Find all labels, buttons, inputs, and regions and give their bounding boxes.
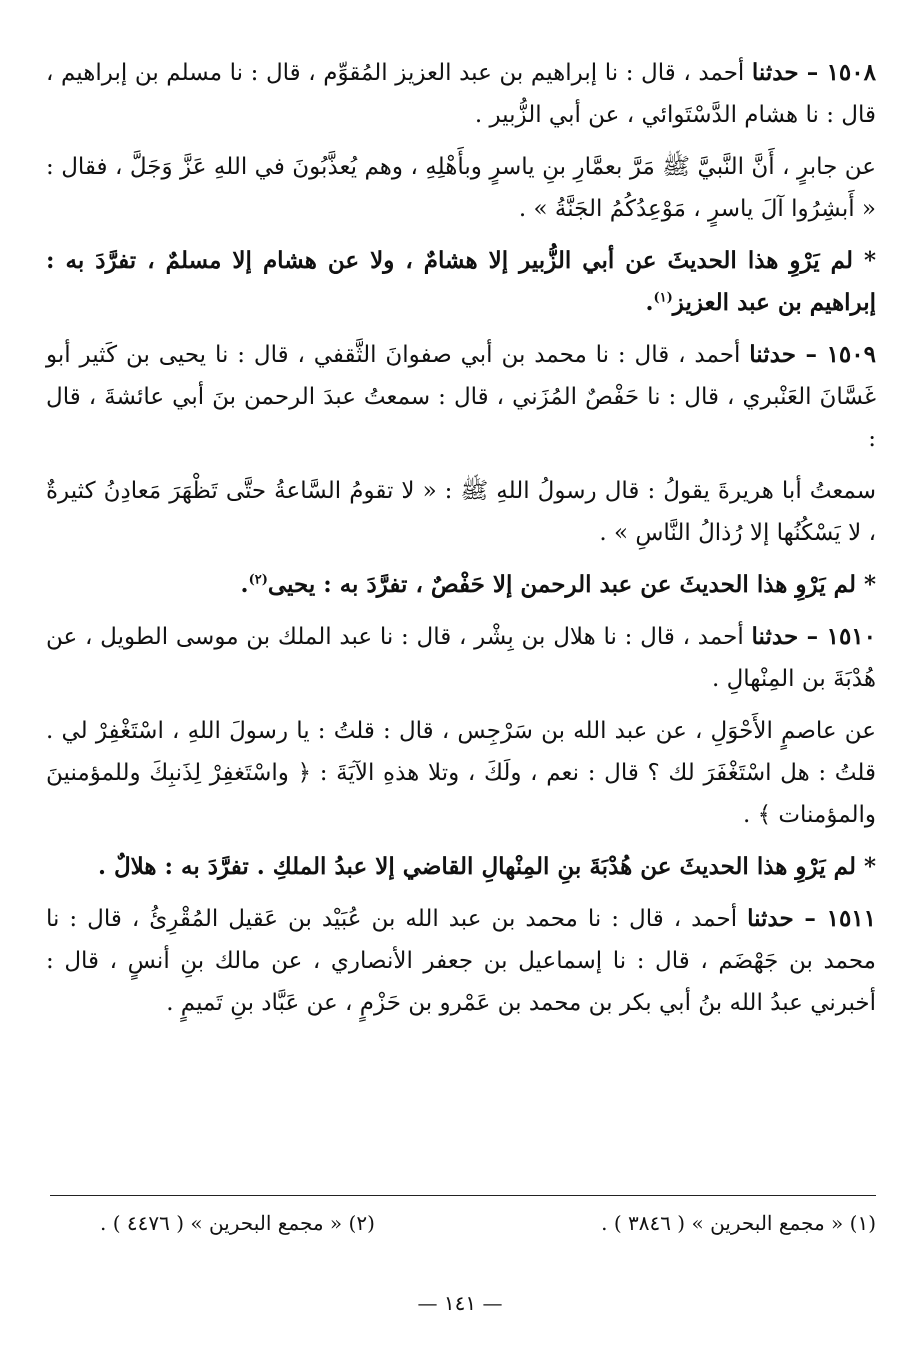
footnotes <box>100 1208 876 1238</box>
hadith-1510-isnad <box>46 616 876 700</box>
hadith-lead-word: حدثنا <box>751 623 799 650</box>
footnote-2: (٢) « مجمع البحرين » ( ٤٤٧٦ ) . <box>100 1211 375 1235</box>
note-end: . <box>240 571 249 598</box>
hadith-lead-word: حدثنا <box>747 905 794 932</box>
hadith-number: ١٥١١ <box>826 905 877 932</box>
hadith-1509-note <box>46 564 876 606</box>
hadith-lead-word: حدثنا <box>751 59 799 86</box>
hadith-number: ١٥٠٩ <box>826 341 876 368</box>
hadith-dash: – <box>798 59 827 86</box>
note-end: . <box>97 853 114 880</box>
book-page-body <box>46 52 876 1034</box>
hadith-1508-note <box>46 240 876 324</box>
note-text: * لم يَرْوِ هذا الحديثَ عن عبد الرحمن إلا حَفْصٌ ، تفرَّدَ به : يحيى <box>267 571 876 598</box>
hadith-isnad-text: أحمد ، قال : نا محمد بن أبي صفوانَ الثَّقفي ، قال : نا يحيى بن كَثير أبو غَسَّانَ العَنْبري ، قال : نا حَفْصٌ المُزَني ، قال : سمعتُ عبدَ الرحمن بنَ أبي عائشةَ ، قال : <box>46 342 876 452</box>
footnote-divider <box>50 1195 876 1196</box>
hadith-dash: – <box>795 341 827 368</box>
hadith-lead-word: حدثنا <box>749 341 796 368</box>
hadith-number: ١٥١٠ <box>826 623 877 650</box>
footnote-1: (١) « مجمع البحرين » ( ٣٨٤٦ ) . <box>601 1211 876 1235</box>
footnote-ref: (٢) <box>248 572 268 588</box>
hadith-dash: – <box>793 905 827 932</box>
hadith-1508-matn: عن جابرٍ ، أَنَّ النَّبيَّ ﷺ مَرَّ بعمَّارِ بنِ ياسرٍ وبأَهْلِهِ ، وهم يُعذَّبُونَ في اللهِ عَزَّ وَجَلَّ ، فقال : « أَبشِرُوا آلَ ياسرٍ ، مَوْعِدُكُمُ الجَنَّةُ » . <box>46 154 876 222</box>
hadith-1509-isnad <box>46 334 876 460</box>
hadith-1510-note <box>46 846 876 888</box>
hadith-isnad-text: أحمد ، قال : نا إبراهيم بن عبد العزيز المُقوِّم ، قال : نا مسلم بن إبراهيم ، قال : نا هشام الدَّسْتَوائي ، عن أبي الزُّبير . <box>46 60 876 128</box>
note-end: . <box>645 289 654 316</box>
page-number: — ١٤١ — <box>417 1291 503 1315</box>
hadith-dash: – <box>798 623 827 650</box>
hadith-number: ١٥٠٨ <box>826 59 876 86</box>
footnote-ref: (١) <box>653 290 673 306</box>
hadith-isnad-text: أحمد ، قال : نا هلال بن بِشْر ، قال : نا عبد الملك بن موسى الطويل ، عن هُدْبَةَ بن المِنْهالِ . <box>46 624 876 692</box>
note-text: * لم يَرْوِ هذا الحديثَ عن أبي الزُّبير إلا هشامٌ ، ولا عن هشام إلا مسلمٌ ، تفرَّدَ به : إبراهيم بن عبد العزيز <box>46 247 876 316</box>
hadith-1508-isnad <box>46 52 876 136</box>
hadith-1510-matn: عن عاصمٍ الأَحْوَلِ ، عن عبد الله بن سَرْجِس ، قال : قلتُ : يا رسولَ اللهِ ، اسْتَغْفِرْ لي . قلتُ : هل اسْتَغْفَرَ لك ؟ قال : نعم ، ولَكَ ، وتلا هذهِ الآيَةَ : ﴿ واسْتَغفِرْ لِذَنبِكَ وللمؤمنينَ والمؤمنات ﴾ . <box>46 718 876 828</box>
note-text: * لم يَرْوِ هذا الحديثَ عن هُدْبَةَ بنِ المِنْهالِ القاضي إلا عبدُ الملكِ . تفرَّدَ به : هلالٌ <box>113 853 876 880</box>
hadith-1509-matn: سمعتُ أبا هريرةَ يقولُ : قال رسولُ اللهِ ﷺ : « لا تقومُ السَّاعةُ حتَّى تَظْهَرَ مَعادِنُ كثيرةٌ ، لا يَسْكُنُها إلا رُذالُ النَّاسِ » . <box>46 478 877 546</box>
hadith-1511-isnad <box>46 898 876 1024</box>
hadith-isnad-text: أحمد ، قال : نا محمد بن عبد الله بن عُبَيْد بن عَقيل المُقْرِئُ ، قال : نا محمد بن جَهْضَم ، قال : نا إسماعيل بن جعفر الأنصاري ، عن مالك بنِ أنسٍ ، قال : أخبرني عبدُ الله بنُ أبي بكر بن محمد بن عَمْرو بن حَزْمٍ ، عن عَبَّاد بنِ تَميمٍ . <box>46 906 876 1016</box>
